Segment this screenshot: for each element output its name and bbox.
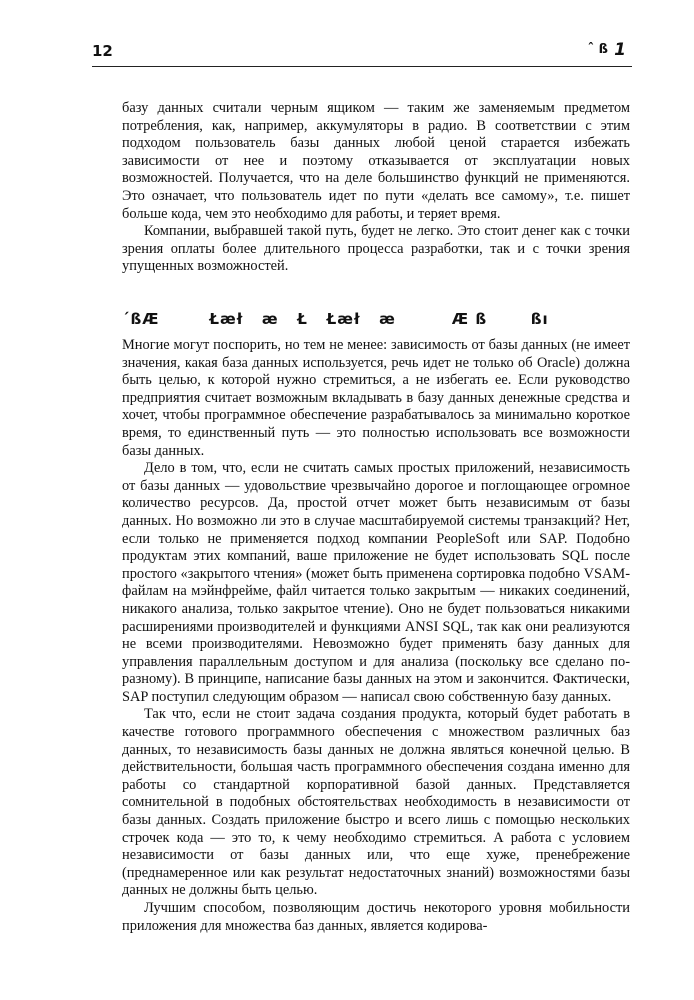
intro-text xyxy=(122,100,630,276)
section-heading: ´ßÆ Łæł æ Ł Łæł æ Æ ß ßı xyxy=(122,310,549,328)
paragraph: Так что, если не стоит задача создания продукта, который будет работать в качестве готового программного обеспечения с множеством различных баз данных, то независимость базы данных не должна являться конечной целью. В действительности, большая часть программного обеспечения создана именно для работы со стандартной корпоративной базой данных. Представляется сомнительной в подобных обстоятельствах необходимость в независимости от базы данных. Создать приложение быстро и всего лишь с помощью нескольких строчек кода — это то, к чему необходимо стремиться. А работа с условием независимости от базы данных или, что еще хуже, пренебрежение (преднамеренное или как результат недостаточных знаний) возможностями базы данных не должны быть целью. xyxy=(122,706,630,899)
page-number: 12 xyxy=(92,42,113,60)
page-header xyxy=(92,38,632,67)
paragraph: базу данных считали черным ящиком — таким же заменяемым предметом потребления, как, например, аккумуляторы в радио. В соответствии с этим подходом пользователь базы данных любой ценой старается избежать зависимости от нее и поэтому отказывается от эксплуатации новых возможностей. Получается, что на деле большинство функций не применяются. Это означает, что пользователь идет по пути «делать все самому», т.е. пишет больше кода, чем это необходимо для работы, и теряет время. xyxy=(122,100,630,222)
paragraph: Дело в том, что, если не считать самых простых приложений, независимость от базы данных — удовольствие чрезвычайно дорогое и поглощающее огромное количество ресурсов. Да, простой отчет может быть независимым от базы данных. Но возможно ли это в случае масштабируемой системы транзакций? Нет, если только не применяется подход компании PeopleSoft или SAP. Подобно продуктам этих компаний, ваше приложение не будет использовать SQL после простого «закрытого чтения» (может быть применена сортировка подобно VSAM-файлам на мэйнфрейме, файл читается только закрытым — никаких соединений, никакого анализа, только закрытое чтение). Оно не будет пользоваться никакими расширениями производителей и функциями ANSI SQL, так как они реализуются не всеми производителями. Невозможно будет применять базу данных для управления параллельным доступом и для анализа (поскольку все сделано по-разному). В принципе, написание базы данных на этом и закончится. Фактически, SAP поступил следующим образом — написал свою собственную базу данных. xyxy=(122,460,630,705)
running-head: ˆ ß xyxy=(587,42,608,57)
paragraph: Лучшим способом, позволяющим достичь некоторого уровня мобильности приложения для множества баз данных, является кодирова- xyxy=(122,900,630,934)
chapter-number: 1 xyxy=(614,40,626,60)
paragraph: Компании, выбравшей такой путь, будет не легко. Это стоит денег как с точки зрения оплаты более длительного процесса разработки, так и с точки зрения упущенных возможностей. xyxy=(122,223,630,275)
paragraph: Многие могут поспорить, но тем не менее: зависимость от базы данных (не имеет значения, какая база данных используется, речь идет не только об Oracle) должна быть целью, к которой нужно стремиться, а не избегать ее. Если руководство предприятия считает возможным вкладывать в базу данных денежные средства и хочет, чтобы программное обеспечение разрабатывалось за минимально короткое время, то единственный путь — это полностью использовать все возможности базы данных. xyxy=(122,337,630,459)
section-text xyxy=(122,337,630,935)
